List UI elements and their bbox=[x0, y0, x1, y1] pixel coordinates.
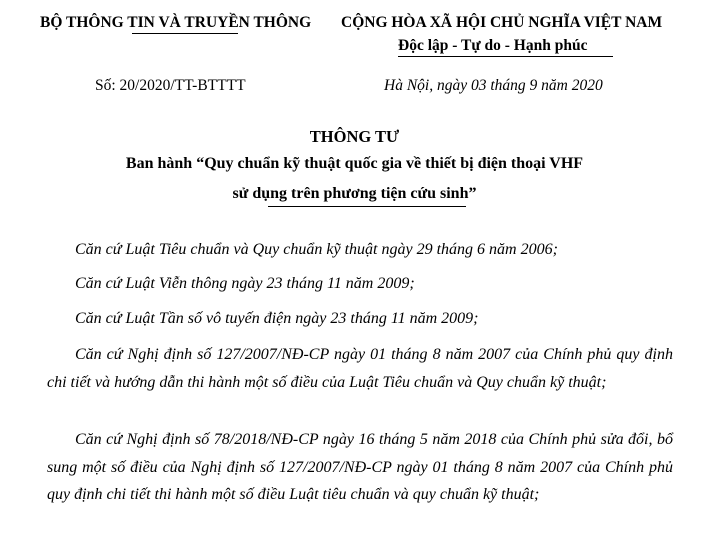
preamble-clause-4: Căn cứ Nghị định số 127/2007/NĐ-CP ngày 01 tháng 8 năm 2007 của Chính phủ quy định chi tiết và hướng dẫn thi hành một số điều của Luật Tiêu chuẩn và Quy chuẩn kỹ thuật; bbox=[47, 346, 673, 391]
title-underline bbox=[268, 206, 466, 207]
preamble-clause-3: Căn cứ Luật Tần số vô tuyến điện ngày 23 tháng 11 năm 2009; bbox=[75, 310, 479, 327]
republic-name: CỘNG HÒA XÃ HỘI CHỦ NGHĨA VIỆT NAM bbox=[341, 14, 663, 31]
document-title-line2: sử dụng trên phương tiện cứu sinh” bbox=[232, 185, 477, 202]
ministry-underline bbox=[132, 33, 238, 34]
preamble-clause-4-wrap bbox=[47, 341, 673, 396]
document-type: THÔNG TƯ bbox=[309, 127, 400, 146]
preamble-clause-1: Căn cứ Luật Tiêu chuẩn và Quy chuẩn kỹ thuật ngày 29 tháng 6 năm 2006; bbox=[75, 241, 558, 258]
preamble-clause-5: Căn cứ Nghị định số 78/2018/NĐ-CP ngày 16 tháng 5 năm 2018 của Chính phủ sửa đổi, bổ sung một số điều của Nghị định số 127/2007/NĐ-CP ngày 01 tháng 8 năm 2007 của Chính phủ quy định chi tiết thi hành một số điều Luật tiêu chuẩn và quy chuẩn kỹ thuật; bbox=[47, 431, 673, 503]
motto-underline bbox=[398, 56, 613, 57]
national-motto: Độc lập - Tự do - Hạnh phúc bbox=[398, 37, 588, 54]
document-title-line1: Ban hành “Quy chuẩn kỹ thuật quốc gia về thiết bị điện thoại VHF bbox=[125, 155, 584, 172]
preamble-clause-5-wrap bbox=[47, 426, 673, 509]
preamble-clause-2: Căn cứ Luật Viễn thông ngày 23 tháng 11 năm 2009; bbox=[75, 275, 415, 292]
place-date: Hà Nội, ngày 03 tháng 9 năm 2020 bbox=[384, 77, 603, 94]
document-number: Số: 20/2020/TT-BTTTT bbox=[95, 77, 246, 94]
ministry-name: BỘ THÔNG TIN VÀ TRUYỀN THÔNG bbox=[40, 14, 312, 31]
